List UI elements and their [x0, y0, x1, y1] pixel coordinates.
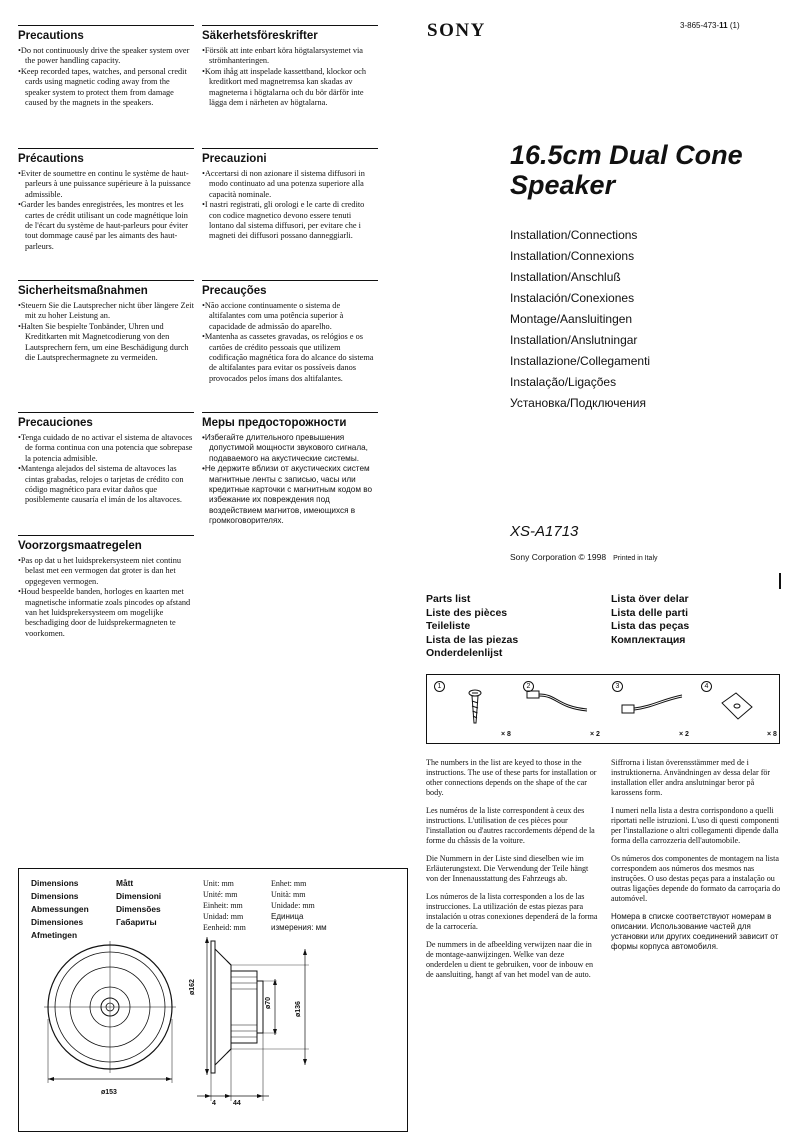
- screw-part: [469, 690, 481, 723]
- section-title: Sicherheitsmaßnahmen: [18, 285, 148, 297]
- installation-item: Installation/Anslutningar: [510, 333, 638, 347]
- note-paragraph: Los números de la lista corresponden a los de las instrucciones. La utilización de estas piezas para instalación u otras conexiones dependerá de la forma de la carrocería.: [426, 892, 598, 931]
- product-title: 16.5cm Dual Cone Speaker: [510, 140, 743, 200]
- list-item: • Mantenga alejados del sistema de altavoces las cintas grabadas, relojes o tarjetas de crédito con código magnético para evitar daños que posiblemente causaría el imán de los altavoces.: [18, 464, 194, 506]
- units-left: Unit: mm Unité: mm Einheit: mm Unidad: mm Eenheid: mm: [203, 879, 246, 932]
- parts-notes-left: [426, 758, 600, 980]
- installation-item: Instalación/Conexiones: [510, 291, 635, 305]
- dim-labels-right: Mått Dimensioni Dimensões Габариты: [116, 878, 162, 927]
- precautions-fr: [18, 148, 194, 252]
- clip-part: [722, 693, 752, 719]
- note-paragraph: Номера в списке соответствуют номерам в описании. Использование частей для установки или других соединений зависит от формы корпуса автомобиля.: [611, 912, 779, 951]
- list-item: • Steuern Sie die Lautsprecher nicht über längere Zeit mit zu hoher Leistung an.: [18, 301, 194, 322]
- list-item: • Keep recorded tapes, watches, and personal credit cards using magnetic coding away from the speaker system to protect them from damage caused by the magnets in the speakers.: [18, 67, 194, 109]
- installation-item: Installation/Connections: [510, 228, 638, 242]
- precautions-de: [18, 280, 194, 363]
- list-item: • Kom ihåg att inspelade kassettband, klockor och kreditkort med magnetremsa kan skadas av magneterna i högtalarna och du bör därför inte lägga dem i närheten av högtalarna.: [202, 67, 378, 109]
- section-title: Меры предосторожности: [202, 417, 347, 429]
- parts-box: [426, 674, 780, 744]
- precautions-sv: [202, 25, 378, 108]
- part-number-4: 4: [701, 681, 712, 692]
- list-item: • Försök att inte enbart köra högtalarsystemet via strömhanteringen.: [202, 46, 378, 67]
- parts-titles-right: Lista över delar Lista delle parti Lista das peças Комплектация: [611, 593, 690, 646]
- cable-part: [527, 691, 587, 711]
- speaker-side-view: [197, 937, 309, 1101]
- corporation: Sony Corporation © 1998 Printed in Italy: [510, 552, 658, 562]
- margin-mark: [779, 573, 781, 589]
- list-item: • Eviter de soumettre en continu le système de haut-parleurs à une puissance supérieure à la puissance admissible.: [18, 169, 194, 200]
- list-item: • Tenga cuidado de no activar el sistema de altavoces de forma continua con una potencia que sobrepase la potencia admisible.: [18, 433, 194, 464]
- note-paragraph: Siffrorna i listan överensstämmer med de i instruktionerna. Användningen av dessa delar för installation eller andra anslutningar beror på karossens form.: [611, 758, 771, 797]
- parts-illustration: [427, 675, 779, 743]
- parts-notes-right: [611, 758, 781, 952]
- precautions-nl: [18, 535, 194, 639]
- list-item: • Do not continuously drive the speaker system over the power handling capacity.: [18, 46, 194, 67]
- list-item: • Halten Sie bespielte Tonbänder, Uhren und Kreditkarten mit Magnetcodierung von den Lautsprechern fern, um eine Beschädigung durch die Lautsprechermagnete zu vermeiden.: [18, 322, 194, 364]
- precautions-ru: [202, 412, 378, 527]
- list-item: • Mantenha as cassetes gravadas, os relógios e os cartões de crédito pessoais que utilizem codificação magnética fora do alcance do sistema de altifalantes para evitar os possíveis danos provocados pelos ímans dos altifalantes.: [202, 332, 378, 384]
- section-title: Precautions: [18, 30, 84, 42]
- precautions-es: [18, 412, 194, 506]
- note-paragraph: Os números dos componentes de montagem na lista correspondem aos números dos mesmos nas instruções. O uso destas peças para a instalação ou outras ligações depende do formato da carroçaria do automóvel.: [611, 854, 781, 903]
- installation-item: Instalação/Ligações: [510, 375, 617, 389]
- section-title: Precauções: [202, 285, 267, 297]
- dim-162: ø162: [189, 979, 196, 995]
- dim-136: ø136: [295, 1001, 302, 1017]
- dimensions-box: [18, 868, 408, 1132]
- section-title: Precauzioni: [202, 153, 267, 165]
- part-qty-1: × 8: [501, 731, 511, 738]
- section-title: Voorzorgsmaatregelen: [18, 540, 142, 552]
- section-title: Precauciones: [18, 417, 93, 429]
- installation-item: Installation/Connexions: [510, 249, 635, 263]
- model-number: XS-A1713: [510, 523, 579, 540]
- note-paragraph: Les numéros de la liste correspondent à ceux des instructions. L'utilisation de ces pièces pour l'installation ou d'autres raccordements dépend de la forme du châssis de la voiture.: [426, 806, 595, 845]
- connector-part: [622, 695, 682, 713]
- note-paragraph: The numbers in the list are keyed to those in the instructions. The use of these parts for installation or other connections depends on the shape of the car body.: [426, 758, 597, 797]
- dim-4: 4: [212, 1100, 216, 1107]
- section-title: Précautions: [18, 153, 84, 165]
- installation-item: Installation/Anschluß: [510, 270, 621, 284]
- list-item: • Garder les bandes enregistrées, les montres et les cartes de crédit utilisant un code magnétique loin de l'écart du système de haut-parleurs pour éviter tout dommage causé par les aimants des haut-parleurs.: [18, 200, 194, 252]
- units-right: Enhet: mm Unità: mm Unidade: mm Единица измерения: мм: [271, 879, 327, 932]
- part-qty-3: × 2: [679, 731, 689, 738]
- installation-item: Installazione/Collegamenti: [510, 354, 651, 368]
- list-item: • Избегайте длительного превышения допустимой мощности звукового сигнала, подаваемого на акустические системы.: [202, 433, 378, 464]
- list-item: • Não accione continuamente o sistema de altifalantes com uma potência superior à capacidade de admissão do aparelho.: [202, 301, 378, 332]
- part-qty-4: × 8: [767, 731, 777, 738]
- dim-153: ø153: [101, 1089, 117, 1096]
- speaker-front-view: [44, 941, 176, 1083]
- installation-item: Установка/Подключения: [510, 396, 646, 410]
- list-item: • Accertarsi di non azionare il sistema diffusori in modo continuato ad una potenza superiore alla capacità nominale.: [202, 169, 378, 200]
- dim-70: ø70: [265, 996, 272, 1009]
- installation-list: [510, 225, 650, 414]
- list-item: • I nastri registrati, gli orologi e le carte di credito con codice magnetico devono essere tenuti lontano dal sistema diffusori, per evitare che i magneti dei diffusori possano danneggiarli.: [202, 200, 378, 242]
- note-paragraph: I numeri nella lista a destra corrispondono a quelli riportati nelle istruzioni. L'uso di questi componenti per l'installazione o altri collegamenti dipende dalla forma della carrozzeria dell'automobile.: [611, 806, 780, 845]
- part-qty-2: × 2: [590, 731, 600, 738]
- note-paragraph: De nummers in de afbeelding verwijzen naar die in de montage-aanwijzingen. Welke van deze onderdelen u dient te gebruiken, voor de inbouw en de aansluiting, hangt af van het model van de auto.: [426, 940, 593, 979]
- precautions-pt: [202, 280, 378, 384]
- parts-titles-left: Parts list Liste des pièces Teileliste Lista de las piezas Onderdelenlijst: [426, 593, 519, 659]
- note-paragraph: Die Nummern in der Liste sind dieselben wie im Erläuterungstext. Die Verwendung der Teile hängt von der Innenausstattung des Fahrzeugs ab.: [426, 854, 589, 883]
- sony-logo: SONY: [427, 20, 486, 41]
- part-number-3: 3: [612, 681, 623, 692]
- part-number-1: 1: [434, 681, 445, 692]
- list-item: • Houd bespeelde banden, horloges en kaarten met magnetische informatie zoals pincodes op afstand van het luidsprekersysteem om mogelijke beschadiging door de luidsprekermagneten te voorkomen.: [18, 587, 194, 639]
- list-item: • Pas op dat u het luidsprekersysteem niet continu belast met een vermogen dat groter is dan het opgegeven vermogen.: [18, 556, 194, 587]
- part-number-2: 2: [523, 681, 534, 692]
- precautions-en: [18, 25, 194, 108]
- dim-labels-left: Dimensions Dimensions Abmessungen Dimensiones Afmetingen: [31, 878, 89, 940]
- installation-item: Montage/Aansluitingen: [510, 312, 633, 326]
- dim-44: 44: [233, 1100, 241, 1107]
- speaker-drawing: [19, 869, 407, 1131]
- part-number: 3-865-473-11 (1): [680, 21, 740, 30]
- list-item: • Не держите вблизи от акустических систем магнитные ленты с записью, часы или кредитные карточки с магнитным кодом во избежание их повреждения под воздействием магнитов, имеющихся в громкоговорителях.: [202, 464, 378, 526]
- section-title: Säkerhetsföreskrifter: [202, 30, 318, 42]
- precautions-it: [202, 148, 378, 242]
